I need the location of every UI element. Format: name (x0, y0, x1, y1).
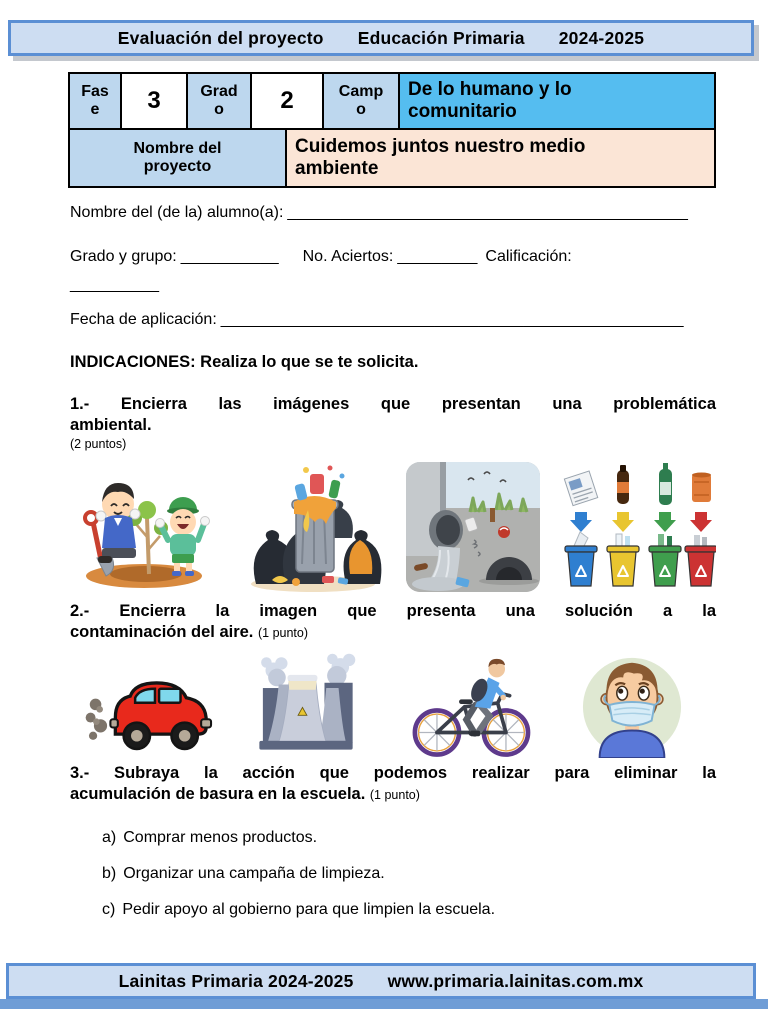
image-car-exhaust[interactable] (84, 664, 216, 758)
info-table-row-1 (70, 74, 714, 128)
campo-label-cell: Campo (322, 74, 398, 128)
option-a[interactable] (102, 829, 317, 847)
image-waste-sorting-bins[interactable] (560, 462, 716, 590)
project-name-label-cell: Nombre del proyecto (70, 130, 285, 186)
question-3-line1: 3.- Subraya la acción que podemos realizar para eliminar la (70, 764, 716, 782)
project-info-table (68, 72, 716, 188)
grado-value-cell: 2 (250, 74, 322, 128)
application-date-field[interactable]: ____________________________________________________ (220, 311, 684, 328)
grade-group-line (70, 248, 718, 266)
option-c-text: Pedir apoyo al gobierno para que limpien la escuela. (122, 901, 496, 918)
instructions-text: INDICACIONES: Realiza lo que se te solicita. (70, 353, 419, 371)
question-3-line2: acumulación de basura en la escuela. (1 punto) (70, 785, 420, 804)
question-1-images (0, 456, 768, 598)
waste-sorting-illustration (560, 462, 716, 590)
score-field[interactable]: _________ (397, 248, 478, 265)
image-planting-a-tree[interactable] (72, 466, 218, 590)
option-a-text: Comprar menos productos. (123, 829, 318, 846)
campo-value-cell: De lo humano y lo comunitario (398, 74, 714, 128)
question-3-points: (1 punto) (369, 788, 420, 803)
cyclist-illustration (402, 646, 540, 762)
header-title: Evaluación del proyecto (117, 27, 324, 48)
header-subtitle: Educación Primaria (357, 27, 525, 48)
header-school-year: 2024-2025 (558, 27, 645, 48)
power-plant-illustration (240, 648, 372, 758)
footer-shadow-strip (0, 999, 768, 1009)
grade-field[interactable]: __________ (70, 276, 159, 293)
option-b-label: b) (102, 865, 117, 882)
student-name-field[interactable]: _____________________________________________ (287, 204, 688, 221)
question-2-images (0, 646, 768, 766)
image-riding-bicycle[interactable] (402, 646, 540, 762)
image-garbage-pile[interactable] (238, 458, 388, 594)
image-sewage-discharge[interactable] (404, 460, 542, 594)
option-a-label: a) (102, 829, 117, 846)
face-mask-illustration (580, 648, 684, 758)
question-2 (70, 601, 716, 644)
application-date-label: Fecha de aplicación: (70, 311, 217, 328)
question-1 (70, 394, 716, 451)
grade-field-line (70, 276, 718, 294)
header-bar (8, 20, 754, 56)
grade-label: Calificación: (485, 248, 572, 265)
image-face-mask-boy[interactable] (580, 648, 684, 758)
info-table-row-2 (70, 128, 714, 186)
car-exhaust-illustration (84, 664, 216, 758)
question-2-line1: 2.- Encierra la imagen que presenta una solución a la (70, 602, 716, 620)
score-label: No. Aciertos: (302, 248, 394, 265)
grade-group-label: Grado y grupo: (70, 248, 177, 265)
grado-label-cell: Grado (186, 74, 250, 128)
question-1-line2: ambiental. (70, 416, 152, 435)
question-1-points: (2 puntos) (70, 436, 127, 451)
fase-label-cell: Fase (70, 74, 120, 128)
sewage-discharge-illustration (404, 460, 542, 594)
option-c-label: c) (102, 901, 116, 918)
garbage-pile-illustration (238, 458, 388, 594)
application-date-line (70, 311, 718, 329)
question-2-points: (1 punto) (257, 626, 309, 641)
project-name-value-cell: Cuidemos juntos nuestro medio ambiente (285, 130, 714, 186)
option-c[interactable] (102, 901, 495, 919)
option-b-text: Organizar una campaña de limpieza. (123, 865, 385, 882)
student-name-label: Nombre del (de la) alumno(a): (70, 204, 284, 221)
option-b[interactable] (102, 865, 385, 883)
image-power-plant[interactable] (240, 648, 372, 758)
planting-a-tree-illustration (72, 466, 218, 590)
fase-value-cell: 3 (120, 74, 186, 128)
question-2-line2: contaminación del aire. (1 punto) (70, 623, 309, 642)
footer-brand: Lainitas Primaria 2024-2025 (118, 970, 354, 991)
grade-group-field[interactable]: ___________ (180, 248, 279, 265)
question-1-line1: 1.- Encierra las imágenes que presentan una problemática (70, 395, 716, 413)
student-name-line (70, 204, 718, 222)
footer-website[interactable]: www.primaria.lainitas.com.mx (387, 970, 644, 991)
question-3 (70, 763, 716, 806)
footer-bar (6, 963, 756, 999)
